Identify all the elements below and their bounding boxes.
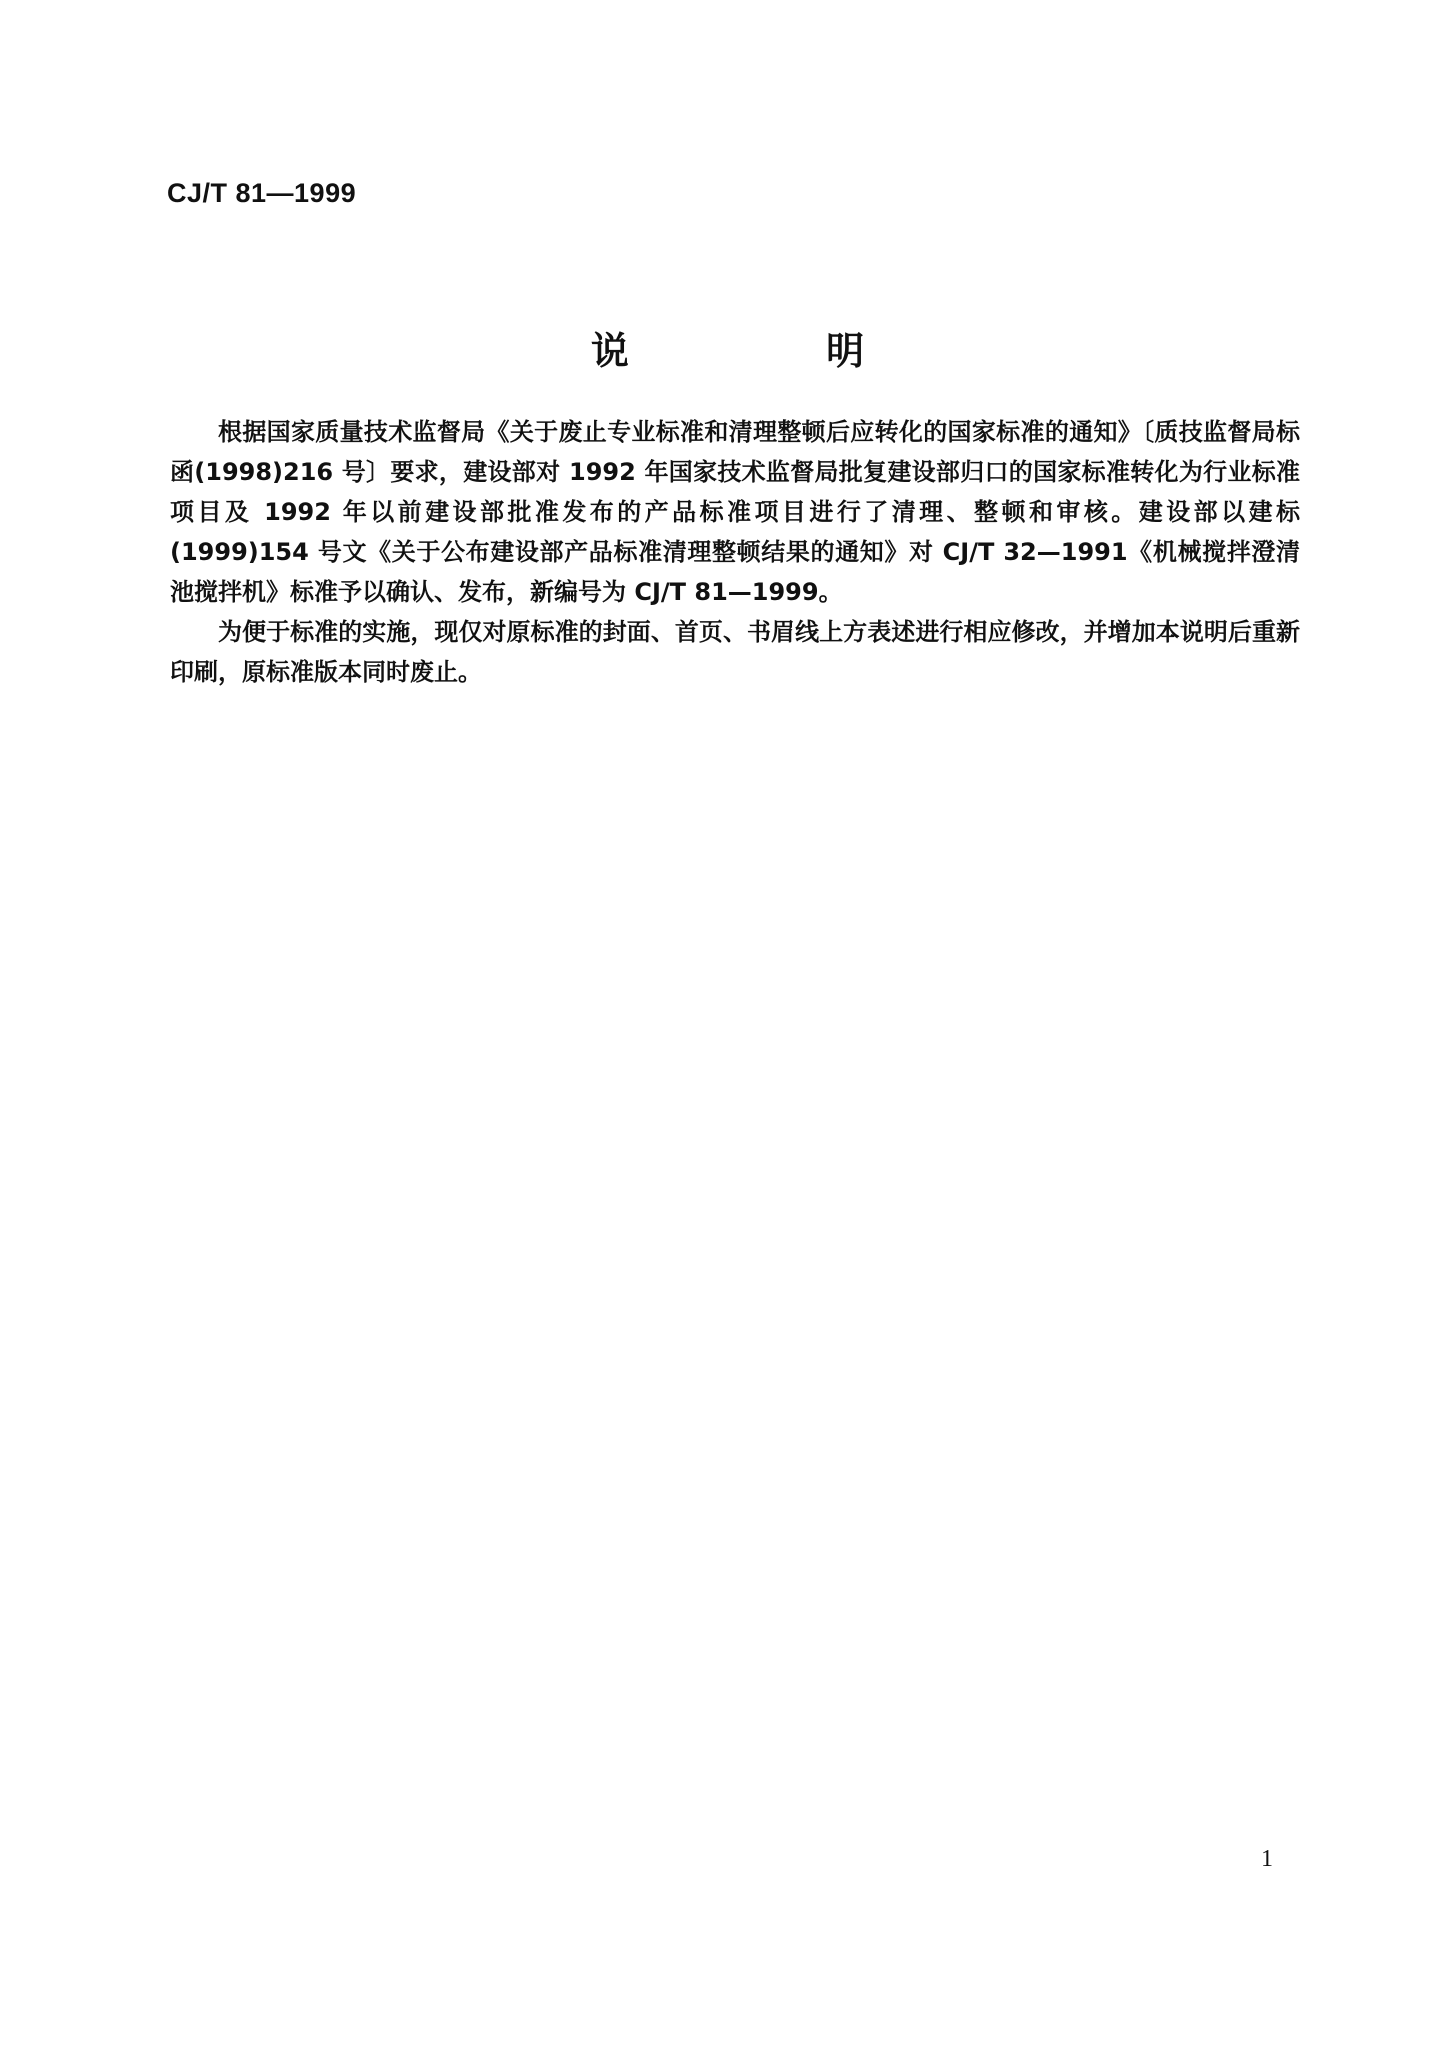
document-body xyxy=(170,412,1300,692)
standard-number: CJ/T 81—1999 xyxy=(167,178,357,208)
paragraph: 根据国家质量技术监督局《关于废止专业标准和清理整顿后应转化的国家标准的通知》〔质技监督局标函(1998)216 号〕要求，建设部对 1992 年国家技术监督局批复建设部归口的国家标准转化为行业标准项目及 1992 年以前建设部批准发布的产品标准项目进行了清理、整顿和审核。建设部以建标(1999)154 号文《关于公布建设部产品标准清理整顿结果的通知》对 CJ/T 32—1991《机械搅拌澄清池搅拌机》标准予以确认、发布，新编号为 CJ/T 81—1999。 xyxy=(170,418,1300,606)
paragraph: 为便于标准的实施，现仅对原标准的封面、首页、书眉线上方表述进行相应修改，并增加本说明后重新印刷，原标准版本同时废止。 xyxy=(170,618,1300,686)
document-title: 说 明 xyxy=(590,329,957,373)
page-number: 1 xyxy=(1261,1846,1273,1872)
